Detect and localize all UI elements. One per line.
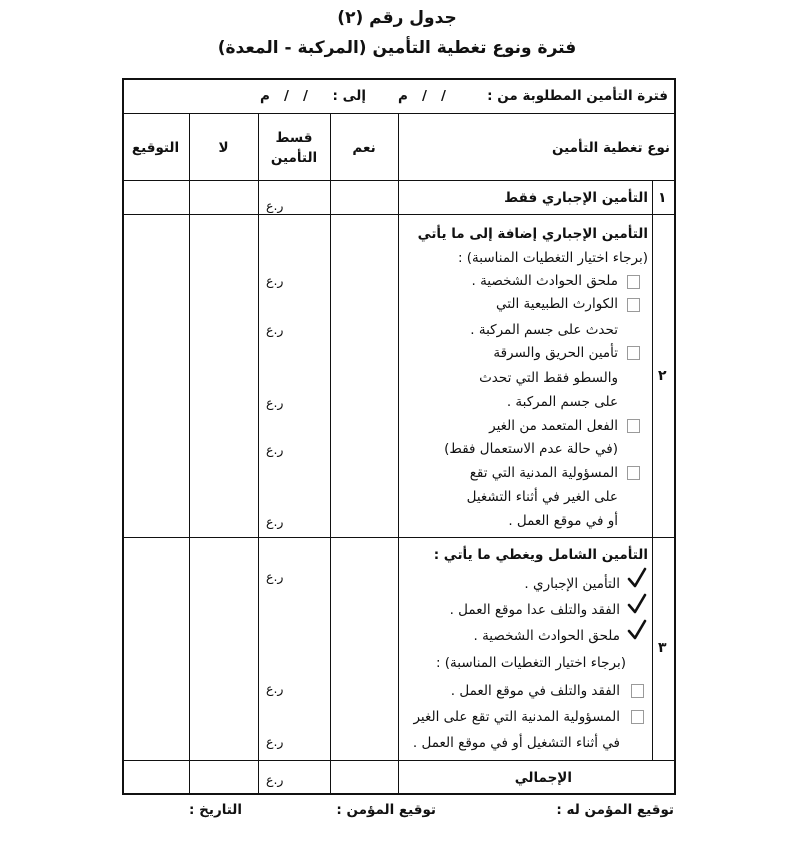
period-to-date[interactable]: / / م (260, 88, 308, 104)
coverage-line: المسؤولية المدنية التي تقع (469, 465, 618, 481)
insurer-signature-label: توقيع المؤمن : (336, 802, 436, 818)
coverage-line: والسطو فقط التي تحدث (479, 370, 618, 386)
divider (122, 760, 676, 761)
coverage-checkbox[interactable] (631, 710, 644, 724)
coverage-compulsory-only: التأمين الإجباري فقط (504, 190, 648, 206)
period-to-label: إلى : (332, 88, 366, 104)
divider (189, 113, 190, 795)
coverage-line: على الغير في أثناء التشغيل (466, 489, 618, 505)
insured-signature-label: توقيع المؤمن له : (556, 802, 674, 818)
header-coverage-type: نوع تغطية التأمين (552, 140, 670, 156)
coverage-line: (في حالة عدم الاستعمال فقط) (444, 441, 618, 457)
check-mark-icon[interactable] (627, 567, 647, 589)
selection-note: (برجاء اختيار التغطيات المناسبة) : (435, 655, 626, 671)
coverage-line: في أثناء التشغيل أو في موقع العمل . (412, 735, 620, 751)
coverage-checkbox[interactable] (627, 275, 640, 289)
premium-currency: ر.ع (266, 273, 284, 288)
row-number: ٣ (658, 640, 667, 656)
coverage-line: ملحق الحوادث الشخصية . (473, 628, 620, 644)
premium-currency: ر.ع (266, 322, 284, 337)
coverage-line: الفعل المتعمد من الغير (489, 418, 618, 434)
coverage-line: أو في موقع العمل . (508, 513, 618, 529)
header-signature: التوقيع (131, 140, 180, 156)
coverage-compulsory-plus: التأمين الإجباري إضافة إلى ما يأتي (417, 226, 648, 242)
selection-note: (برجاء اختيار التغطيات المناسبة) : (457, 250, 648, 266)
coverage-line: الفقد والتلف عدا موقع العمل . (449, 602, 620, 618)
divider (122, 113, 676, 114)
premium-currency: ر.ع (266, 569, 284, 584)
premium-currency: ر.ع (266, 734, 284, 749)
divider (122, 180, 676, 181)
check-mark-icon[interactable] (627, 593, 647, 615)
coverage-checkbox[interactable] (631, 684, 644, 698)
coverage-checkbox[interactable] (627, 419, 640, 433)
premium-currency: ر.ع (266, 681, 284, 696)
header-premium: قسط التأمين (270, 130, 318, 166)
premium-currency: ر.ع (266, 514, 284, 529)
divider (122, 537, 676, 538)
total-label: الإجمالي (514, 770, 572, 786)
premium-currency: ر.ع (266, 198, 284, 213)
coverage-checkbox[interactable] (627, 298, 640, 312)
header-no: لا (218, 140, 229, 156)
table-number-title: جدول رقم (٢) (337, 8, 457, 28)
coverage-line: تأمين الحريق والسرقة (493, 345, 618, 361)
period-from-label: فترة التأمين المطلوبة من : (487, 88, 668, 104)
divider (258, 113, 259, 795)
coverage-comprehensive: التأمين الشامل ويغطي ما يأتي : (433, 547, 648, 563)
divider (330, 113, 331, 795)
header-yes: نعم (352, 140, 376, 156)
coverage-checkbox[interactable] (627, 466, 640, 480)
coverage-line: الفقد والتلف في موقع العمل . (450, 683, 620, 699)
premium-currency: ر.ع (266, 395, 284, 410)
coverage-line: تحدث على جسم المركبة . (470, 322, 618, 338)
form-subtitle: فترة ونوع تغطية التأمين (المركبة - المعدة) (217, 38, 577, 58)
coverage-line: المسؤولية المدنية التي تقع على الغير (413, 709, 620, 725)
premium-currency: ر.ع (266, 772, 284, 787)
divider (122, 214, 676, 215)
premium-currency: ر.ع (266, 442, 284, 457)
coverage-line: الكوارث الطبيعية التي (496, 296, 618, 312)
divider (398, 113, 399, 795)
period-from-date[interactable]: / / م (398, 88, 446, 104)
divider (652, 180, 653, 760)
coverage-line: على جسم المركبة . (506, 394, 618, 410)
row-number: ٢ (658, 368, 667, 384)
coverage-checkbox[interactable] (627, 346, 640, 360)
coverage-line: ملحق الحوادث الشخصية . (471, 273, 618, 289)
check-mark-icon[interactable] (627, 619, 647, 641)
coverage-line: التأمين الإجباري . (524, 576, 620, 592)
date-label: التاريخ : (189, 802, 242, 818)
row-number: ١ (658, 190, 667, 206)
